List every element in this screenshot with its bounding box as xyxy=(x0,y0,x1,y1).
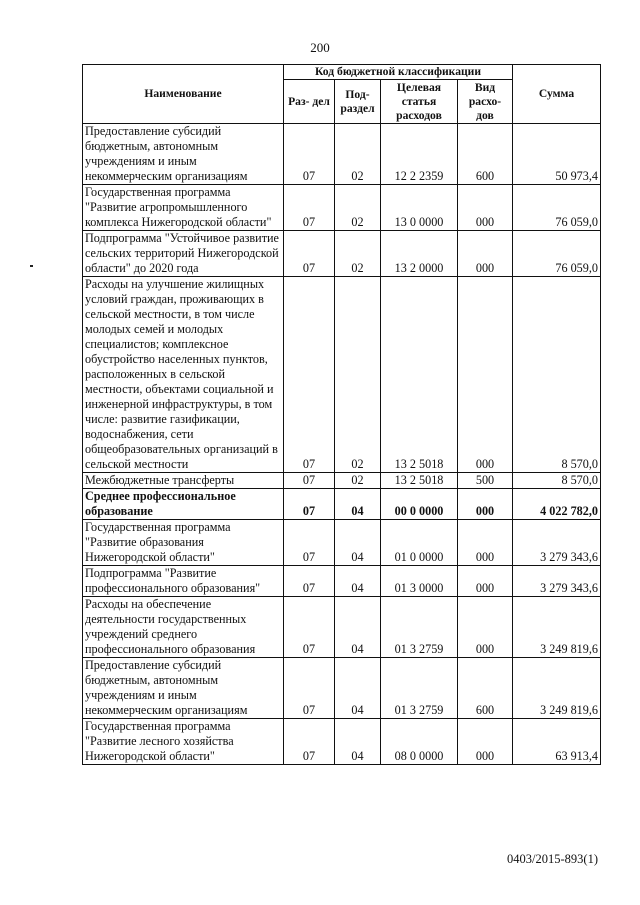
row-vid: 000 xyxy=(458,597,513,658)
header-sum: Сумма xyxy=(513,65,601,124)
row-razdel: 07 xyxy=(284,566,335,597)
table-row xyxy=(83,658,601,719)
table-row xyxy=(83,566,601,597)
row-sum: 50 973,4 xyxy=(513,124,601,185)
row-podrazdel: 04 xyxy=(335,719,381,765)
row-vid: 000 xyxy=(458,277,513,473)
header-name: Наименование xyxy=(83,65,284,124)
row-name: Подпрограмма "Развитие профессионального образования" xyxy=(83,566,284,597)
row-podrazdel: 04 xyxy=(335,597,381,658)
header-group: Код бюджетной классификации xyxy=(284,65,513,80)
row-vid: 000 xyxy=(458,185,513,231)
row-vid: 000 xyxy=(458,520,513,566)
row-vid: 000 xyxy=(458,566,513,597)
row-target: 13 2 5018 xyxy=(381,277,458,473)
row-razdel: 07 xyxy=(284,658,335,719)
row-target: 01 3 2759 xyxy=(381,597,458,658)
table-body xyxy=(83,124,601,765)
row-podrazdel: 04 xyxy=(335,520,381,566)
row-vid: 600 xyxy=(458,124,513,185)
row-razdel: 07 xyxy=(284,597,335,658)
table-row xyxy=(83,473,601,489)
row-name: Государственная программа "Развитие образования Нижегородской области" xyxy=(83,520,284,566)
row-target: 00 0 0000 xyxy=(381,489,458,520)
footer-code: 0403/2015-893(1) xyxy=(507,852,598,866)
row-target: 13 2 0000 xyxy=(381,231,458,277)
row-vid: 000 xyxy=(458,489,513,520)
row-name: Расходы на улучшение жилищных условий граждан, проживающих в сельской местности, в том числе молодых семей и молодых специалистов; комплексное обустройство населенных пунктов, расположенных в сельской местности, объектами социальной и инженерной инфраструктуры, в том числе: развитие газификации, водоснабжения, сети общеобразовательных организаций в сельской местности xyxy=(83,277,284,473)
row-razdel: 07 xyxy=(284,277,335,473)
row-sum: 63 913,4 xyxy=(513,719,601,765)
row-name: Предоставление субсидий бюджетным, автономным учреждениям и иным некоммерческим организациям xyxy=(83,658,284,719)
stray-mark xyxy=(30,265,33,267)
row-target: 13 2 5018 xyxy=(381,473,458,489)
row-razdel: 07 xyxy=(284,124,335,185)
table-row xyxy=(83,597,601,658)
row-name: Государственная программа "Развитие лесного хозяйства Нижегородской области" xyxy=(83,719,284,765)
header-razdel: Раз- дел xyxy=(284,80,335,124)
row-target: 13 0 0000 xyxy=(381,185,458,231)
row-vid: 500 xyxy=(458,473,513,489)
row-target: 01 3 0000 xyxy=(381,566,458,597)
row-razdel: 07 xyxy=(284,489,335,520)
row-target: 12 2 2359 xyxy=(381,124,458,185)
header-podrazdel: Под- раздел xyxy=(335,80,381,124)
row-name: Предоставление субсидий бюджетным, автономным учреждениям и иным некоммерческим организациям xyxy=(83,124,284,185)
table-row xyxy=(83,124,601,185)
row-sum: 76 059,0 xyxy=(513,185,601,231)
row-vid: 000 xyxy=(458,231,513,277)
header-target: Целевая статья расходов xyxy=(381,80,458,124)
row-name: Среднее профессиональное образование xyxy=(83,489,284,520)
row-sum: 3 249 819,6 xyxy=(513,658,601,719)
row-vid: 000 xyxy=(458,719,513,765)
row-sum: 3 279 343,6 xyxy=(513,566,601,597)
row-podrazdel: 02 xyxy=(335,231,381,277)
row-sum: 8 570,0 xyxy=(513,277,601,473)
table-row xyxy=(83,719,601,765)
row-razdel: 07 xyxy=(284,719,335,765)
budget-table xyxy=(82,64,601,765)
table-row xyxy=(83,231,601,277)
row-podrazdel: 04 xyxy=(335,566,381,597)
table-row xyxy=(83,489,601,520)
row-sum: 76 059,0 xyxy=(513,231,601,277)
row-target: 01 0 0000 xyxy=(381,520,458,566)
row-razdel: 07 xyxy=(284,231,335,277)
row-podrazdel: 04 xyxy=(335,658,381,719)
header-vid: Вид расхо- дов xyxy=(458,80,513,124)
row-podrazdel: 04 xyxy=(335,489,381,520)
row-podrazdel: 02 xyxy=(335,277,381,473)
row-podrazdel: 02 xyxy=(335,124,381,185)
page-number: 200 xyxy=(310,40,330,55)
row-sum: 3 249 819,6 xyxy=(513,597,601,658)
row-target: 01 3 2759 xyxy=(381,658,458,719)
row-name: Расходы на обеспечение деятельности государственных учреждений среднего профессионального образования xyxy=(83,597,284,658)
row-podrazdel: 02 xyxy=(335,185,381,231)
table-row xyxy=(83,277,601,473)
row-sum: 4 022 782,0 xyxy=(513,489,601,520)
row-vid: 600 xyxy=(458,658,513,719)
row-razdel: 07 xyxy=(284,520,335,566)
row-name: Межбюджетные трансферты xyxy=(83,473,284,489)
table-row xyxy=(83,520,601,566)
row-sum: 8 570,0 xyxy=(513,473,601,489)
row-name: Государственная программа "Развитие агропромышленного комплекса Нижегородской области" xyxy=(83,185,284,231)
row-name: Подпрограмма "Устойчивое развитие сельских территорий Нижегородской области" до 2020 года xyxy=(83,231,284,277)
row-razdel: 07 xyxy=(284,473,335,489)
row-podrazdel: 02 xyxy=(335,473,381,489)
table-row xyxy=(83,185,601,231)
row-sum: 3 279 343,6 xyxy=(513,520,601,566)
row-razdel: 07 xyxy=(284,185,335,231)
row-target: 08 0 0000 xyxy=(381,719,458,765)
